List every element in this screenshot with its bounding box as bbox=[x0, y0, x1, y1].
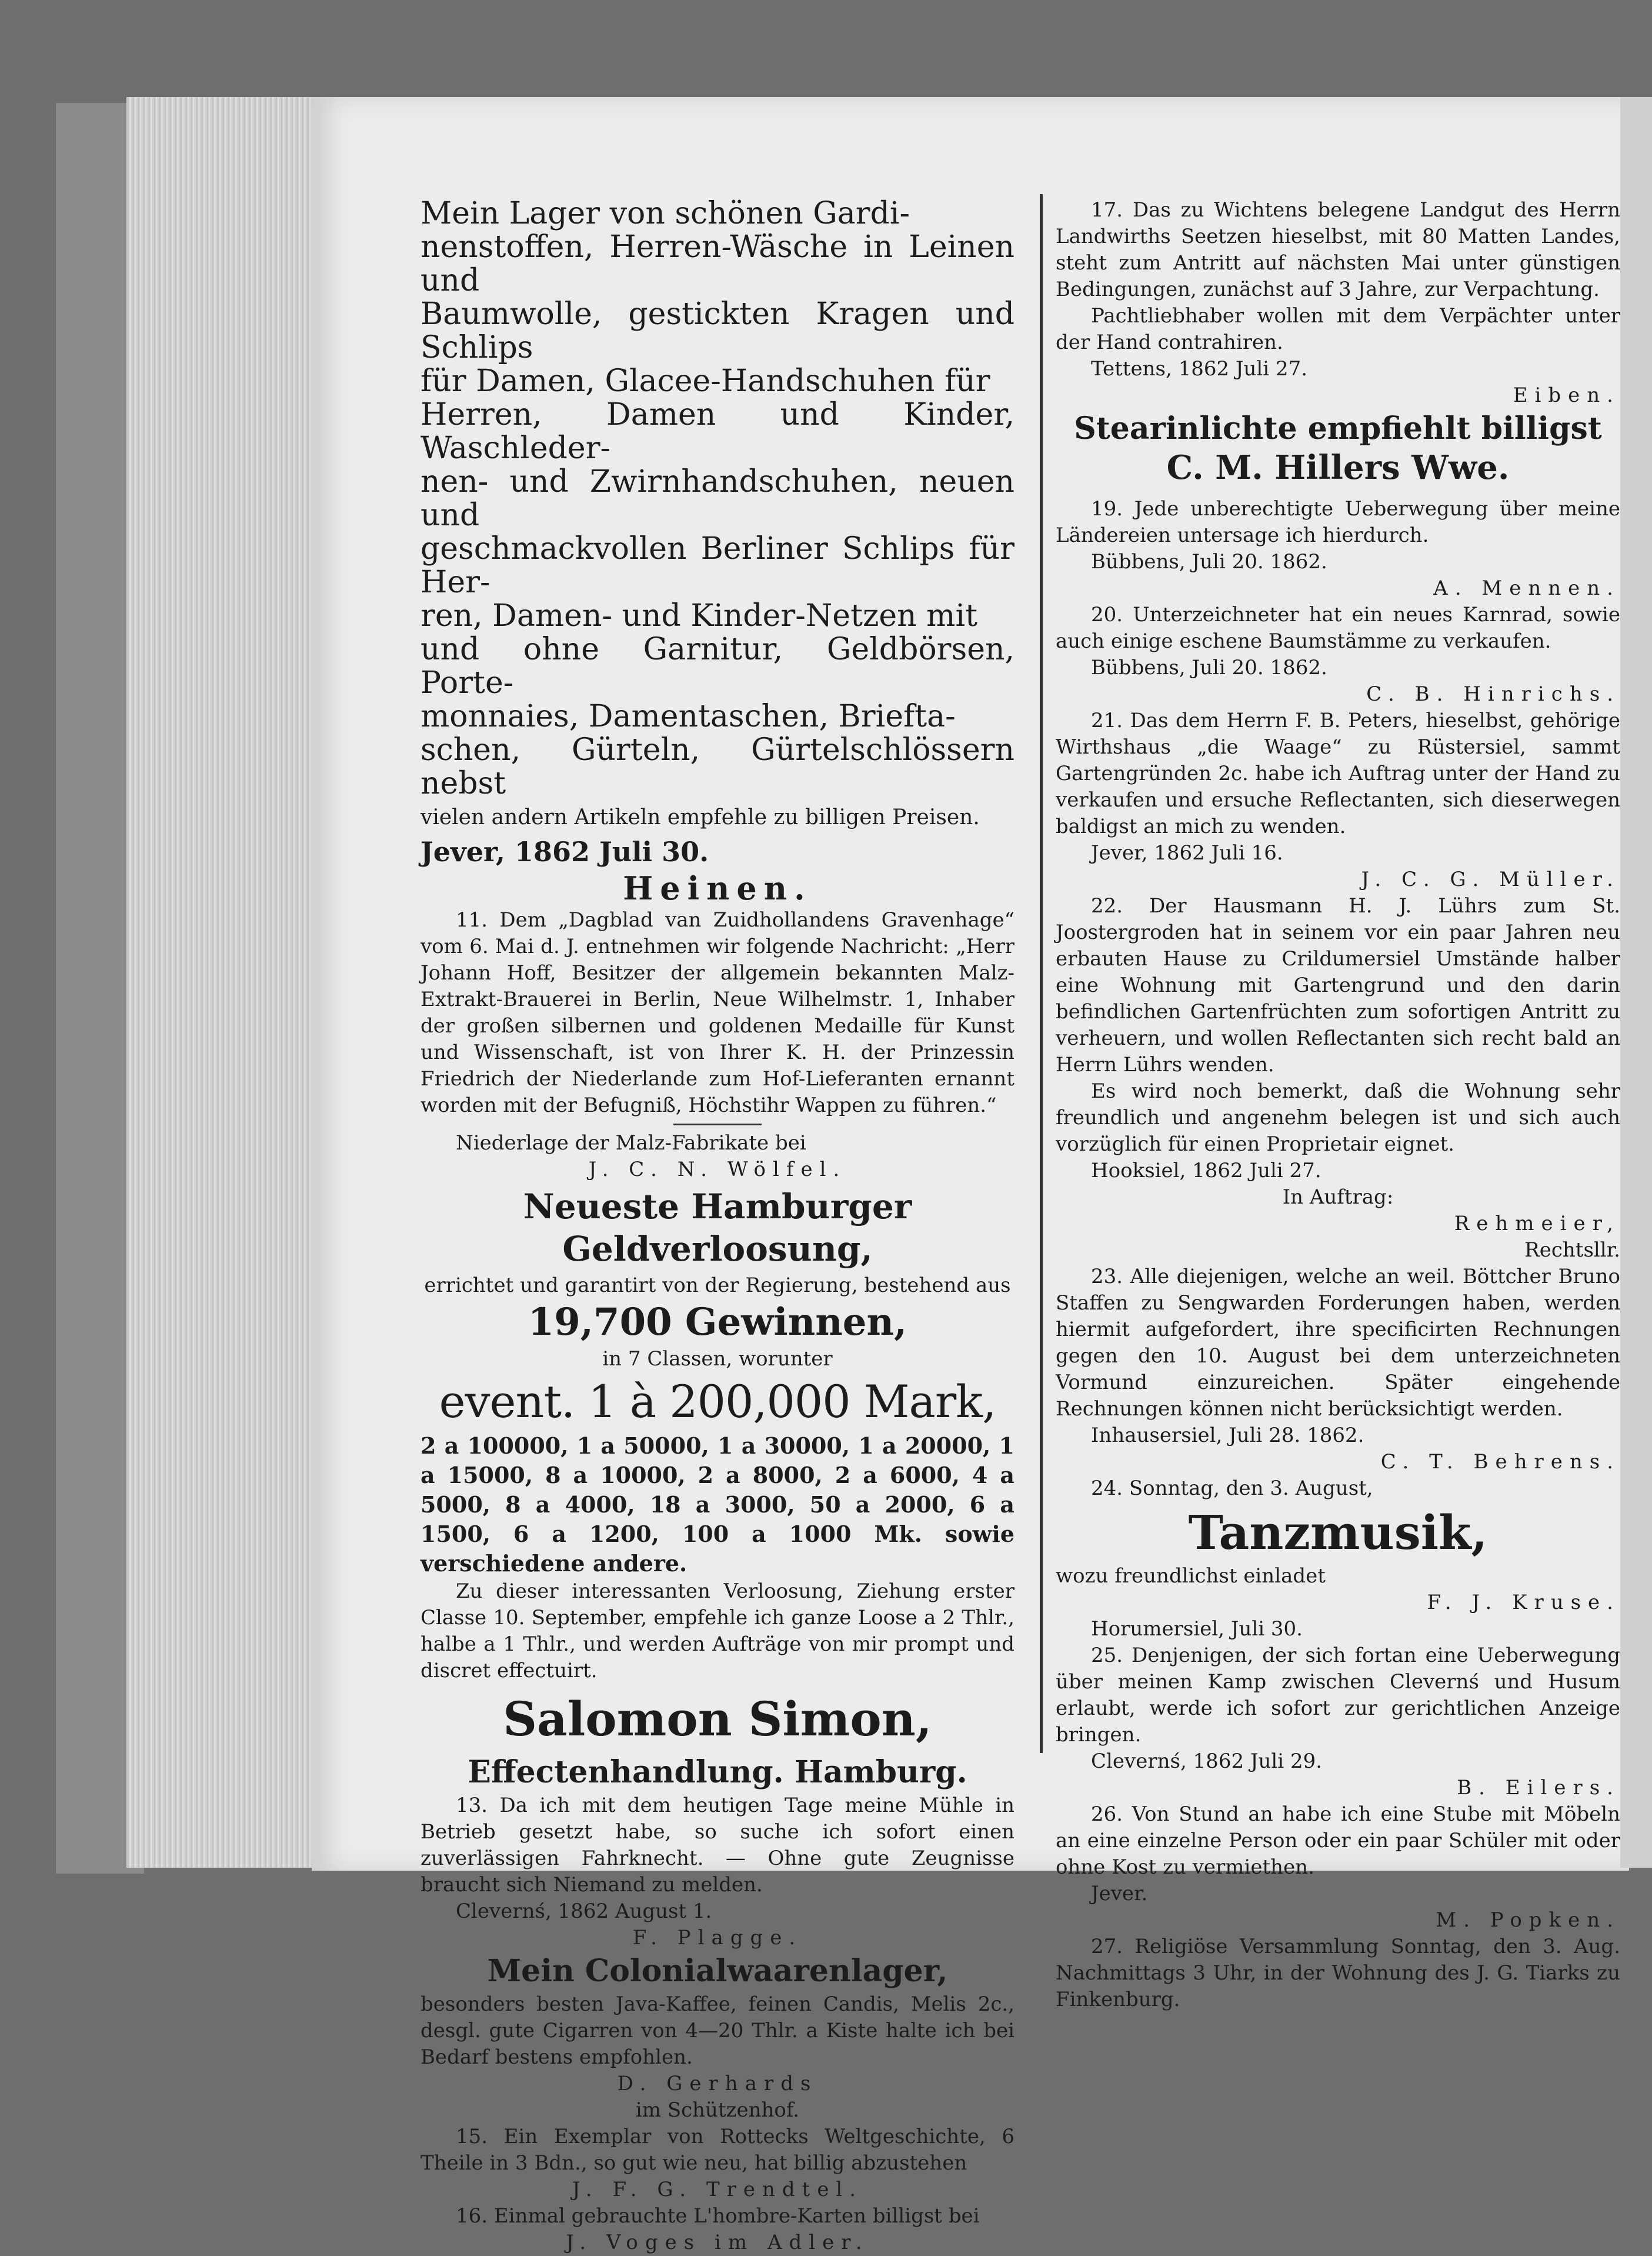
ad-22-signer-title: Rechtsllr. bbox=[1524, 1238, 1620, 1262]
page-stack-edges bbox=[126, 97, 315, 1868]
lager-line: geschmackvollen Berliner Schlips für Her- bbox=[420, 531, 1014, 600]
colonial-signature: D. Gerhards bbox=[617, 2072, 818, 2095]
ad-24-invite: wozu freundlichst einladet bbox=[1056, 1564, 1326, 1588]
ad-19-text: 19. Jede unberechtigte Ueberwegung über meine Ländereien untersage ich hierdurch. bbox=[1056, 497, 1620, 547]
ad-15-signature: J. F. G. Trendtel. bbox=[572, 2178, 863, 2201]
ad-20-signature: C. B. Hinrichs. bbox=[1366, 682, 1620, 706]
lager-line: nen- und Zwirnhandschuhen, neuen und bbox=[420, 464, 1014, 533]
ad-19-signature: A. Mennen. bbox=[1433, 577, 1620, 600]
ad-11-signature: J. C. N. Wölfel. bbox=[588, 1158, 847, 1181]
ad-17-date: Tettens, 1862 Juli 27. bbox=[1091, 357, 1308, 381]
lottery-prizes: 2 a 100000, 1 a 50000, 1 a 30000, 1 a 20000, 1 a 15000, 8 a 10000, 2 a 8000, 2 a 6000, 4 a 5000, 8 a 4000, 18 a 3000, 50 a 2000, 6 a 1500, 6 a 1200, 100 a 1000 Mk. sowie verschiedene andere. bbox=[420, 1432, 1014, 1577]
right-column bbox=[1056, 197, 1620, 2013]
spacer bbox=[1056, 488, 1620, 496]
ad-22-signature: Rehmeier, bbox=[1454, 1212, 1620, 1235]
ad-23-text: 23. Alle diejenigen, welche an weil. Böttcher Bruno Staffen zu Sengwarden Forderungen haben, werden hiermit aufgefordert, ihre specificirten Rechnungen gegen den 10. August bei dem unterzeichneten Vormund einzureichen. Später eingehende Rechnungen können nicht berücksichtigt werden. bbox=[1056, 1265, 1620, 1421]
lottery-signature: Salomon Simon, bbox=[503, 1691, 932, 1747]
ad-17-signature: Eiben. bbox=[1513, 384, 1620, 407]
ad-20-text: 20. Unterzeichneter hat ein neues Karnrad, sowie auch einige eschene Baumstämme zu verkaufen. bbox=[1056, 603, 1620, 653]
ad-13-signature: F. Plagge. bbox=[632, 1926, 803, 1950]
ad-16-text: 16. Einmal gebrauchte L'hombre-Karten billigst bei bbox=[456, 2204, 980, 2228]
left-column bbox=[420, 197, 1014, 2256]
lager-line: Mein Lager von schönen Gardi- bbox=[420, 196, 910, 231]
lager-signature: Heinen. bbox=[623, 869, 812, 907]
lottery-main-prize: event. 1 à 200,000 Mark, bbox=[439, 1375, 996, 1428]
ad-19-date: Bübbens, Juli 20. 1862. bbox=[1091, 550, 1327, 574]
ad-27-text: 27. Religiöse Versammlung Sonntag, den 3. Aug. Nachmittags 3 Uhr, in der Wohnung des J. G. Tiarks zu Finkenburg. bbox=[1056, 1935, 1620, 2011]
lager-date: Jever, 1862 Juli 30. bbox=[420, 836, 709, 868]
ad-22-date: Hooksiel, 1862 Juli 27. bbox=[1091, 1159, 1321, 1182]
lager-line: schen, Gürteln, Gürtelschlössern nebst bbox=[420, 732, 1014, 801]
ad-24-signature: F. J. Kruse. bbox=[1427, 1591, 1620, 1614]
ad-11-depot: Niederlage der Malz-Fabrikate bei bbox=[456, 1131, 806, 1155]
colonial-place: im Schützenhof. bbox=[635, 2098, 800, 2122]
ad-26-text: 26. Von Stund an habe ich eine Stube mit Möbeln an eine einzelne Person oder ein paar Schüler mit oder ohne Kost zu vermiethen. bbox=[1056, 1802, 1620, 1879]
candle-title: Stearinlichte empfiehlt billigst bbox=[1074, 411, 1602, 446]
lottery-subtitle: errichtet und garantirt von der Regierung, bestehend aus bbox=[424, 1274, 1011, 1297]
column-divider bbox=[1040, 194, 1043, 1753]
ad-23-signature: C. T. Behrens. bbox=[1380, 1450, 1620, 1474]
ad-15-text: 15. Ein Exemplar von Rottecks Weltgeschichte, 6 Theile in 3 Bdn., so gut wie neu, hat billig abzustehen bbox=[420, 2125, 1014, 2175]
ad-21-signature: J. C. G. Müller. bbox=[1361, 868, 1620, 891]
ad-21-date: Jever, 1862 Juli 16. bbox=[1091, 841, 1283, 865]
lager-line: Baumwolle, gestickten Kragen und Schlips bbox=[420, 296, 1014, 365]
ad-25-text: 25. Denjenigen, der sich fortan eine Ueberwegung über meinen Kamp zwischen Clevernś und Husum erlaubt, werde ich sofort zur gerichtlichen Anzeige bringen. bbox=[1056, 1644, 1620, 1747]
ad-11-text: 11. Dem „Dagblad van Zuidhollandens Gravenhage“ vom 6. Mai d. J. entnehmen wir folgende Nachricht: „Herr Johann Hoff, Besitzer der allgemein bekannten Malz-Extrakt-Brauerei in Berlin, Neue Wilhelmstr. 1, Inhaber der großen silbernen und goldenen Medaille für Kunst und Wissenschaft, ist von Ihrer K. H. der Prinzessin Friedrich der Niederlande zum Hof-Lieferanten ernannt worden mit der Befugniß, Höchstihr Wappen zu führen.“ bbox=[420, 908, 1014, 1117]
lottery-text: Zu dieser interessanten Verloosung, Ziehung erster Classe 10. September, empfehle ich ganze Loose a 2 Thlr., halbe a 1 Thlr., und werden Aufträge von mir prompt und discret effectuirt. bbox=[420, 1579, 1014, 1682]
lottery-classes: in 7 Classen, worunter bbox=[602, 1347, 833, 1371]
ad-16-signature: J. Voges im Adler. bbox=[566, 2231, 869, 2254]
ad-13-text: 13. Da ich mit dem heutigen Tage meine Mühle in Betrieb gesetzt habe, so suche ich sofort einen zuverlässigen Fahrknecht. — Ohne gute Zeugnisse braucht sich Niemand zu melden. bbox=[420, 1794, 1014, 1897]
lager-line: für Damen, Glacee-Handschuhen für bbox=[420, 364, 990, 399]
ad-25-date: Clevernś, 1862 Juli 29. bbox=[1091, 1750, 1323, 1773]
lottery-title: Neueste Hamburger Geldverloosung, bbox=[523, 1187, 912, 1269]
ad-23-date: Inhausersiel, Juli 28. 1862. bbox=[1091, 1424, 1364, 1447]
ad-26-signature: M. Popken. bbox=[1436, 1908, 1620, 1932]
lager-line: ren, Damen- und Kinder-Netzen mit bbox=[420, 598, 977, 634]
ad-24-text: 24. Sonntag, den 3. August, bbox=[1091, 1477, 1373, 1500]
ad-13-date: Clevernś, 1862 August 1. bbox=[456, 1900, 712, 1923]
lager-advertisement bbox=[420, 197, 1014, 907]
ad-20-date: Bübbens, Juli 20. 1862. bbox=[1091, 656, 1327, 679]
lottery-count: 19,700 Gewinnen, bbox=[528, 1300, 907, 1344]
ad-26-date: Jever. bbox=[1091, 1882, 1148, 1905]
colonial-title: Mein Colonialwaarenlager, bbox=[487, 1953, 948, 1989]
lager-line: monnaies, Damentaschen, Briefta- bbox=[420, 699, 956, 734]
ad-17-text-2: Pachtliebhaber wollen mit dem Verpächter unter der Hand contrahiren. bbox=[1056, 304, 1620, 354]
lager-line: und ohne Garnitur, Geldbörsen, Porte- bbox=[420, 632, 1014, 701]
lottery-firm: Effectenhandlung. Hamburg. bbox=[468, 1754, 967, 1790]
ad-24-date: Horumersiel, Juli 30. bbox=[1091, 1617, 1303, 1641]
lager-line: nenstoffen, Herren-Wäsche in Leinen und bbox=[420, 229, 1014, 298]
ad-22-text: 22. Der Hausmann H. J. Lührs zum St. Joostergroden hat in seinem vor ein paar Jahren neu erbauten Hause zu Crildumersiel Umstände halber eine Wohnung mit Gartengrund und den darin befindlichen Gartenfrüchten zum sofortigen Antritt zu verheuern, und wollen Reflectanten sich recht bald an Herrn Lührs wenden. bbox=[1056, 894, 1620, 1077]
ad-25-signature: B. Eilers. bbox=[1457, 1776, 1620, 1800]
divider bbox=[673, 1124, 762, 1125]
opposite-page-edge bbox=[1620, 97, 1652, 1868]
colonial-text: besonders besten Java-Kaffee, feinen Candis, Melis 2c., desgl. gute Cigarren von 4—20 Thlr. a Kiste halte ich bei Bedarf bestens empfohlen. bbox=[420, 1992, 1014, 2069]
candle-signature: C. M. Hillers Wwe. bbox=[1166, 448, 1510, 487]
ad-22-text-2: Es wird noch bemerkt, daß die Wohnung sehr freundlich und angenehm belegen ist und sich auch vorzüglich für einen Proprietair eignet. bbox=[1056, 1079, 1620, 1156]
lager-line: vielen andern Artikeln empfehle zu billigen Preisen. bbox=[420, 805, 980, 829]
lager-line: Herren, Damen und Kinder, Waschleder- bbox=[420, 397, 1014, 466]
ad-17-text: 17. Das zu Wichtens belegene Landgut des Herrn Landwirths Seetzen hieselbst, mit 80 Matten Landes, steht zum Antritt auf nächsten Mai unter günstigen Bedingungen, zunächst auf 3 Jahre, zur Verpachtung. bbox=[1056, 198, 1620, 301]
ad-21-text: 21. Das dem Herrn F. B. Peters, hieselbst, gehörige Wirthshaus „die Waage“ zu Rüstersiel, sammt Gartengründen 2c. habe ich Auftrag unter der Hand zu verkaufen und ersuche Reflectanten, sich dieserwegen baldigst an mich zu wenden. bbox=[1056, 709, 1620, 838]
ad-22-auftrag: In Auftrag: bbox=[1282, 1185, 1394, 1209]
dance-title: Tanzmusik, bbox=[1188, 1505, 1488, 1560]
